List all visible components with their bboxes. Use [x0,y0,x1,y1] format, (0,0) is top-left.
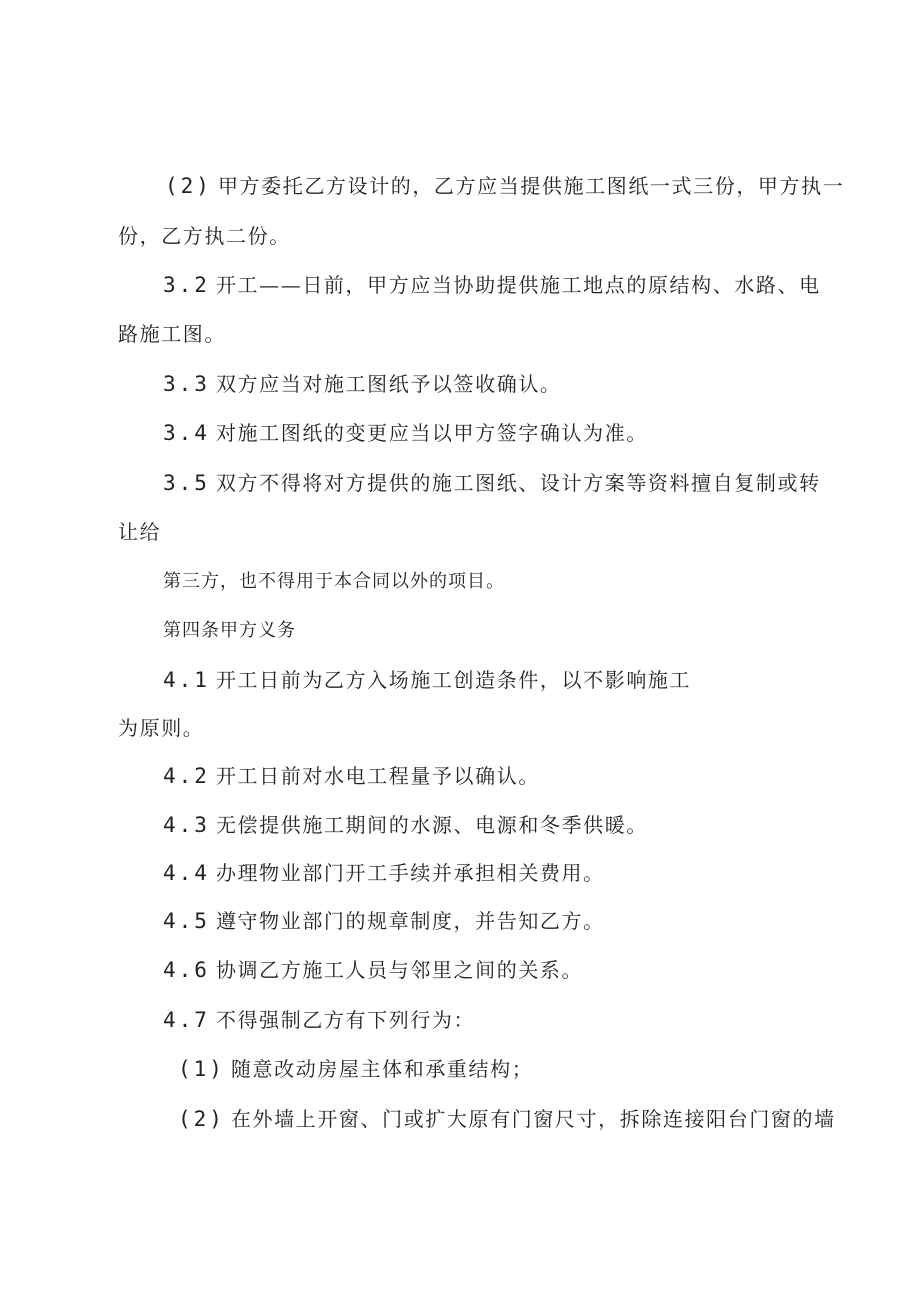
paragraph-line [163,419,648,447]
item-number: 3.2 [163,273,210,297]
paragraph-text: 在外墙上开窗、门或扩大原有门窗尺寸，拆除连接阳台门窗的墙 [230,1107,836,1131]
paragraph-text: 让给 [118,520,162,544]
item-number: 4.3 [163,813,210,837]
paragraph-line [163,469,821,497]
item-number: 3.3 [163,372,210,396]
item-number: 4.1 [163,668,210,692]
paragraph-text: 份，乙方执二份。 [118,224,291,248]
item-number: (2) [165,174,212,198]
paragraph-text: 开工日前对水电工程量予以确认。 [215,764,540,788]
paragraph-line [163,1006,475,1034]
paragraph-line [178,1105,836,1133]
paragraph-line [118,320,226,348]
paragraph-text: 甲方委托乙方设计的，乙方应当提供施工图纸一式三份，甲方执一 [217,174,845,198]
paragraph-line [163,811,648,839]
section-heading-text: 第四条甲方义务 [163,620,296,641]
item-number: 3.4 [163,421,210,445]
paragraph-line [163,956,583,984]
paragraph-line [118,518,161,546]
paragraph-text: 协调乙方施工人员与邻里之间的关系。 [215,958,584,982]
paragraph-text: 开工日前为乙方入场施工创造条件，以不影响施工 [215,668,692,692]
paragraph-text: 双方应当对施工图纸予以签收确认。 [215,372,562,396]
paragraph-line [165,172,844,200]
paragraph-text: 无偿提供施工期间的水源、电源和冬季供暖。 [215,813,648,837]
paragraph-text: 遵守物业部门的规章制度，并告知乙方。 [215,909,605,933]
paragraph-line [163,762,540,790]
paragraph-text: 双方不得将对方提供的施工图纸、设计方案等资料擅自复制或转 [215,471,821,495]
item-number: 4.7 [163,1008,210,1032]
paragraph-text: 对施工图纸的变更应当以甲方签字确认为准。 [215,421,648,445]
item-number: (2) [178,1107,225,1131]
paragraph-text: 不得强制乙方有下列行为： [215,1008,476,1032]
paragraph-line [118,222,291,250]
paragraph-text: 随意改动房屋主体和承重结构； [230,1057,534,1081]
paragraph-text: 办理物业部门开工手续并承担相关费用。 [215,861,605,885]
paragraph-line [163,568,505,596]
paragraph-text: 开工——日前，甲方应当协助提供施工地点的原结构、水路、电 [215,273,821,297]
section-heading [163,617,296,645]
paragraph-line [163,370,562,398]
item-number: 4.2 [163,764,210,788]
paragraph-line [163,666,691,694]
paragraph-line [163,859,605,887]
item-number: 4.4 [163,861,210,885]
item-number: 4.6 [163,958,210,982]
paragraph-text: 第三方，也不得用于本合同以外的项目。 [163,571,505,592]
paragraph-line [118,714,204,742]
paragraph-line [163,907,605,935]
item-number: 4.5 [163,909,210,933]
paragraph-line [163,271,821,299]
paragraph-line [178,1055,533,1083]
paragraph-text: 为原则。 [118,716,205,740]
paragraph-text: 路施工图。 [118,322,226,346]
item-number: (1) [178,1057,225,1081]
item-number: 3.5 [163,471,210,495]
